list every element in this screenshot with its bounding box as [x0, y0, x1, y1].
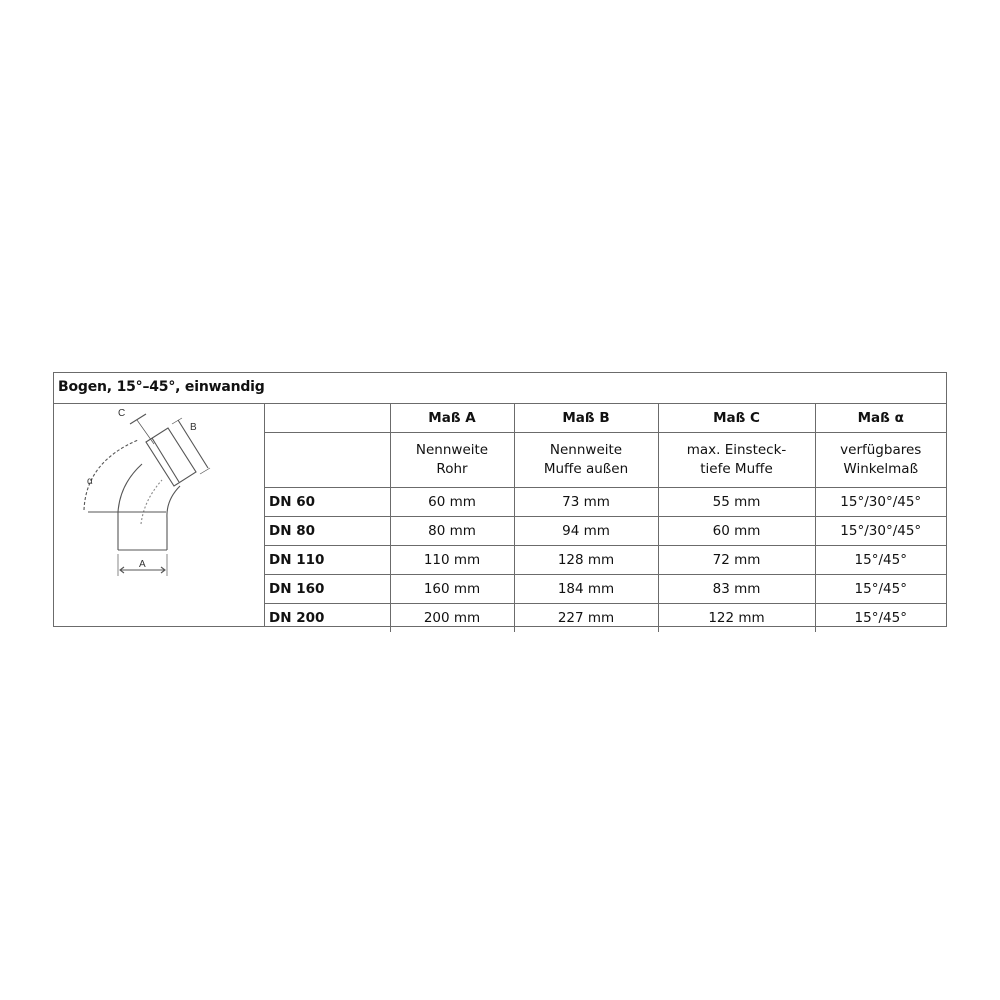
subheader-line: Rohr — [436, 461, 468, 477]
row-dn: DN 60 — [265, 488, 390, 517]
table-cell: 160 mm — [390, 575, 514, 604]
spec-panel — [53, 372, 947, 627]
spec-table — [265, 404, 946, 632]
pipe-elbow-icon — [54, 404, 264, 625]
table-cell: 80 mm — [390, 517, 514, 546]
subheader-line: Winkelmaß — [843, 461, 919, 477]
table-cell: 15°/30°/45° — [815, 488, 946, 517]
header-empty — [265, 404, 390, 433]
table-cell: 73 mm — [514, 488, 658, 517]
label-a: A — [139, 559, 146, 570]
table-cell: 15°/45° — [854, 610, 907, 626]
table-cell: 83 mm — [658, 575, 815, 604]
subheader-line: Nennweite — [415, 442, 489, 458]
table-row — [265, 488, 946, 517]
table-row — [265, 517, 946, 546]
subheader-empty — [265, 433, 390, 488]
row-dn: DN 200 — [265, 604, 390, 633]
table-cell: 128 mm — [514, 546, 658, 575]
subheader-cell — [390, 433, 514, 488]
table-cell: 200 mm — [390, 604, 514, 633]
table-row — [265, 575, 946, 604]
table-cell: 15°/45° — [815, 546, 946, 575]
header-cell: Maß C — [658, 404, 815, 433]
table-cell: 94 mm — [514, 517, 658, 546]
table-cell: 227 mm — [514, 604, 658, 633]
subheader-line: verfügbares — [840, 442, 922, 458]
label-c: C — [118, 408, 126, 419]
subheader-cell — [658, 433, 815, 488]
pipe-elbow-diagram — [54, 404, 265, 626]
table-cell: 72 mm — [658, 546, 815, 575]
table-row — [265, 604, 946, 633]
row-dn: DN 160 — [265, 575, 390, 604]
header-row — [265, 404, 946, 433]
table-cell: 60 mm — [390, 488, 514, 517]
table-cell: 60 mm — [658, 517, 815, 546]
table-cell: 122 mm — [658, 604, 815, 633]
subheader-cell — [815, 433, 946, 488]
table-cell: 15°/30°/45° — [815, 517, 946, 546]
label-alpha: α — [87, 476, 93, 487]
subheader-line: max. Einsteck- — [686, 442, 787, 458]
spec-table-wrap — [265, 404, 946, 626]
label-b: B — [190, 422, 197, 433]
table-cell: 15°/45° — [815, 575, 946, 604]
header-cell: Maß A — [390, 404, 514, 433]
table-cell: 55 mm — [658, 488, 815, 517]
table-cell: 110 mm — [390, 546, 514, 575]
header-cell: Maß α — [815, 404, 946, 433]
panel-title: Bogen, 15°–45°, einwandig — [54, 373, 946, 404]
row-dn: DN 80 — [265, 517, 390, 546]
table-cell: 184 mm — [514, 575, 658, 604]
subheader-line: Muffe außen — [543, 461, 629, 477]
row-dn: DN 110 — [265, 546, 390, 575]
header-cell: Maß B — [514, 404, 658, 433]
table-row — [265, 546, 946, 575]
subheader-line: Nennweite — [549, 442, 623, 458]
subheader-line: tiefe Muffe — [700, 461, 773, 477]
subheader-cell — [514, 433, 658, 488]
subheader-row — [265, 433, 946, 488]
